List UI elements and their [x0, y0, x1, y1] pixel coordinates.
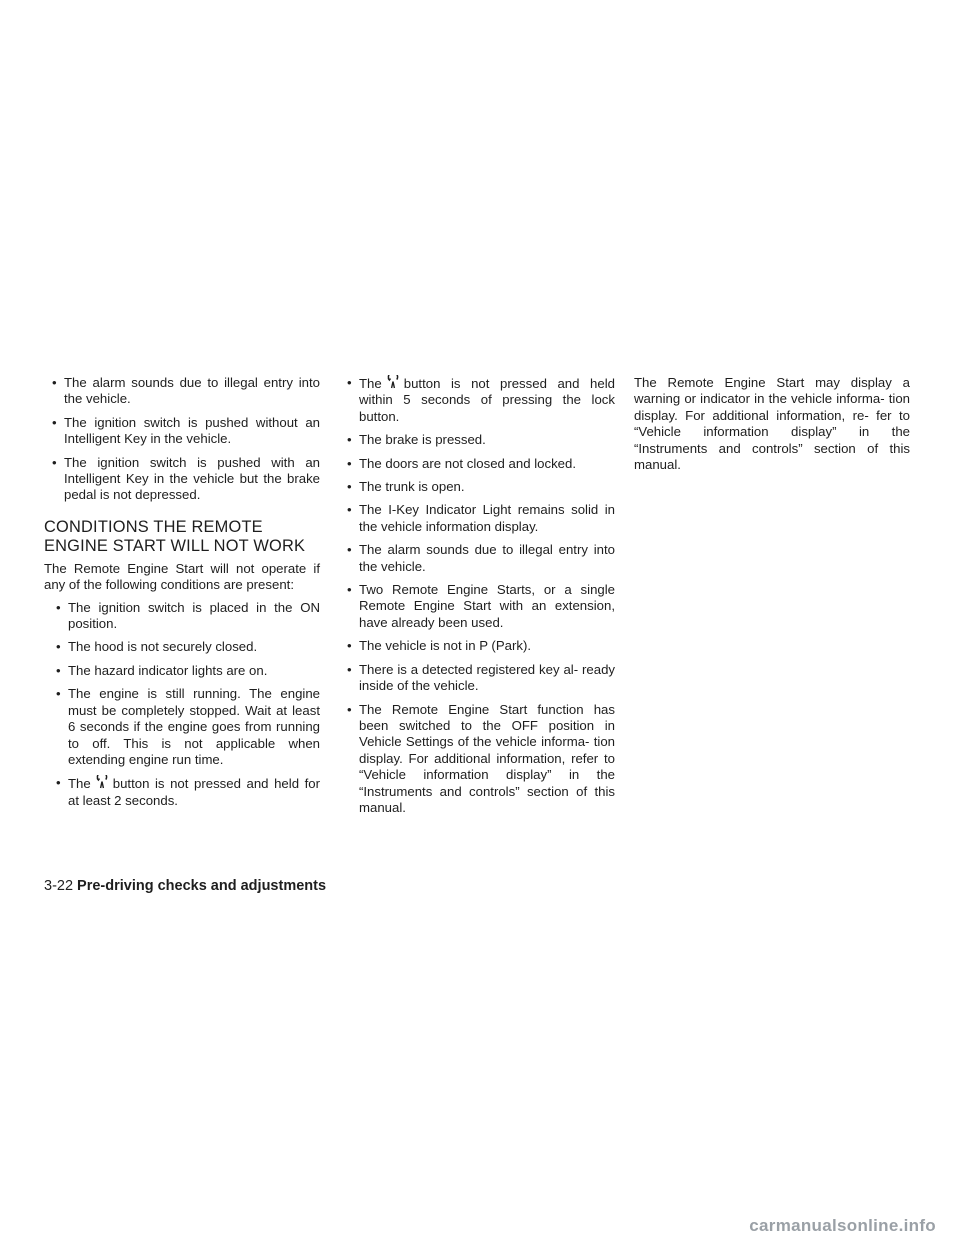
- list-item: • The vehicle is not in P (Park).: [339, 638, 615, 654]
- remote-engine-start-icon: [382, 375, 404, 389]
- column-3: [634, 375, 910, 479]
- conditions-list-continued: [339, 375, 615, 816]
- remote-engine-start-icon: [91, 775, 113, 789]
- bullet-prefix: The: [359, 376, 382, 391]
- display-note-paragraph: The Remote Engine Start may display a warning or indicator in the vehicle informa- tion display. For additional information, re- fer to “Vehicle information display” in the “Instruments and controls” section of this manual.: [634, 375, 910, 473]
- bullet-suffix: button is not pressed and held for at least 2 seconds.: [68, 776, 320, 808]
- bullet-list-top: [44, 375, 320, 504]
- list-item: • There is a detected registered key al- ready inside of the vehicle.: [339, 662, 615, 695]
- list-item: • Two Remote Engine Starts, or a single Remote Engine Start with an extension, have already been used.: [339, 582, 615, 631]
- list-item: • The doors are not closed and locked.: [339, 456, 615, 472]
- bullet-suffix: button is not pressed and held within 5 seconds of pressing the lock button.: [359, 376, 615, 424]
- list-item: • The engine is still running. The engine must be completely stopped. Wait at least 6 seconds if the engine goes from running to off. This is not applicable when extending engine run time.: [44, 686, 320, 768]
- section-heading: CONDITIONS THE REMOTE ENGINE START WILL NOT WORK: [44, 517, 306, 555]
- watermark: carmanualsonline.info: [749, 1216, 936, 1235]
- list-item: • The hood is not securely closed.: [44, 639, 320, 655]
- list-item: • The I-Key Indicator Light remains solid in the vehicle information display.: [339, 502, 615, 535]
- list-item: [44, 775, 320, 809]
- list-item: • The trunk is open.: [339, 479, 615, 495]
- list-item: • The alarm sounds due to illegal entry into the vehicle.: [339, 542, 615, 575]
- list-item: • The Remote Engine Start function has been switched to the OFF position in Vehicle Settings of the vehicle informa- tion display. For additional information, refer to “Vehicle information display” in the “Instruments and controls” section of this manual.: [339, 702, 615, 817]
- column-1: [44, 375, 320, 816]
- bullet-prefix: The: [68, 776, 91, 792]
- page-footer: [44, 877, 326, 895]
- list-item: [339, 375, 615, 425]
- section-title: Pre-driving checks and adjustments: [77, 878, 327, 894]
- column-2: [339, 375, 615, 823]
- conditions-list: [44, 600, 320, 809]
- list-item: • The ignition switch is placed in the ON position.: [44, 600, 320, 633]
- list-item: • The hazard indicator lights are on.: [44, 663, 320, 679]
- list-item: • The ignition switch is pushed with an Intelligent Key in the vehicle but the brake pedal is not depressed.: [44, 455, 320, 504]
- list-item: • The alarm sounds due to illegal entry into the vehicle.: [44, 375, 320, 408]
- page-number: 3-22: [44, 878, 74, 894]
- intro-paragraph: The Remote Engine Start will not operate if any of the following conditions are present:: [44, 560, 320, 593]
- list-item: • The brake is pressed.: [339, 432, 615, 448]
- list-item: • The ignition switch is pushed without an Intelligent Key in the vehicle.: [44, 415, 320, 448]
